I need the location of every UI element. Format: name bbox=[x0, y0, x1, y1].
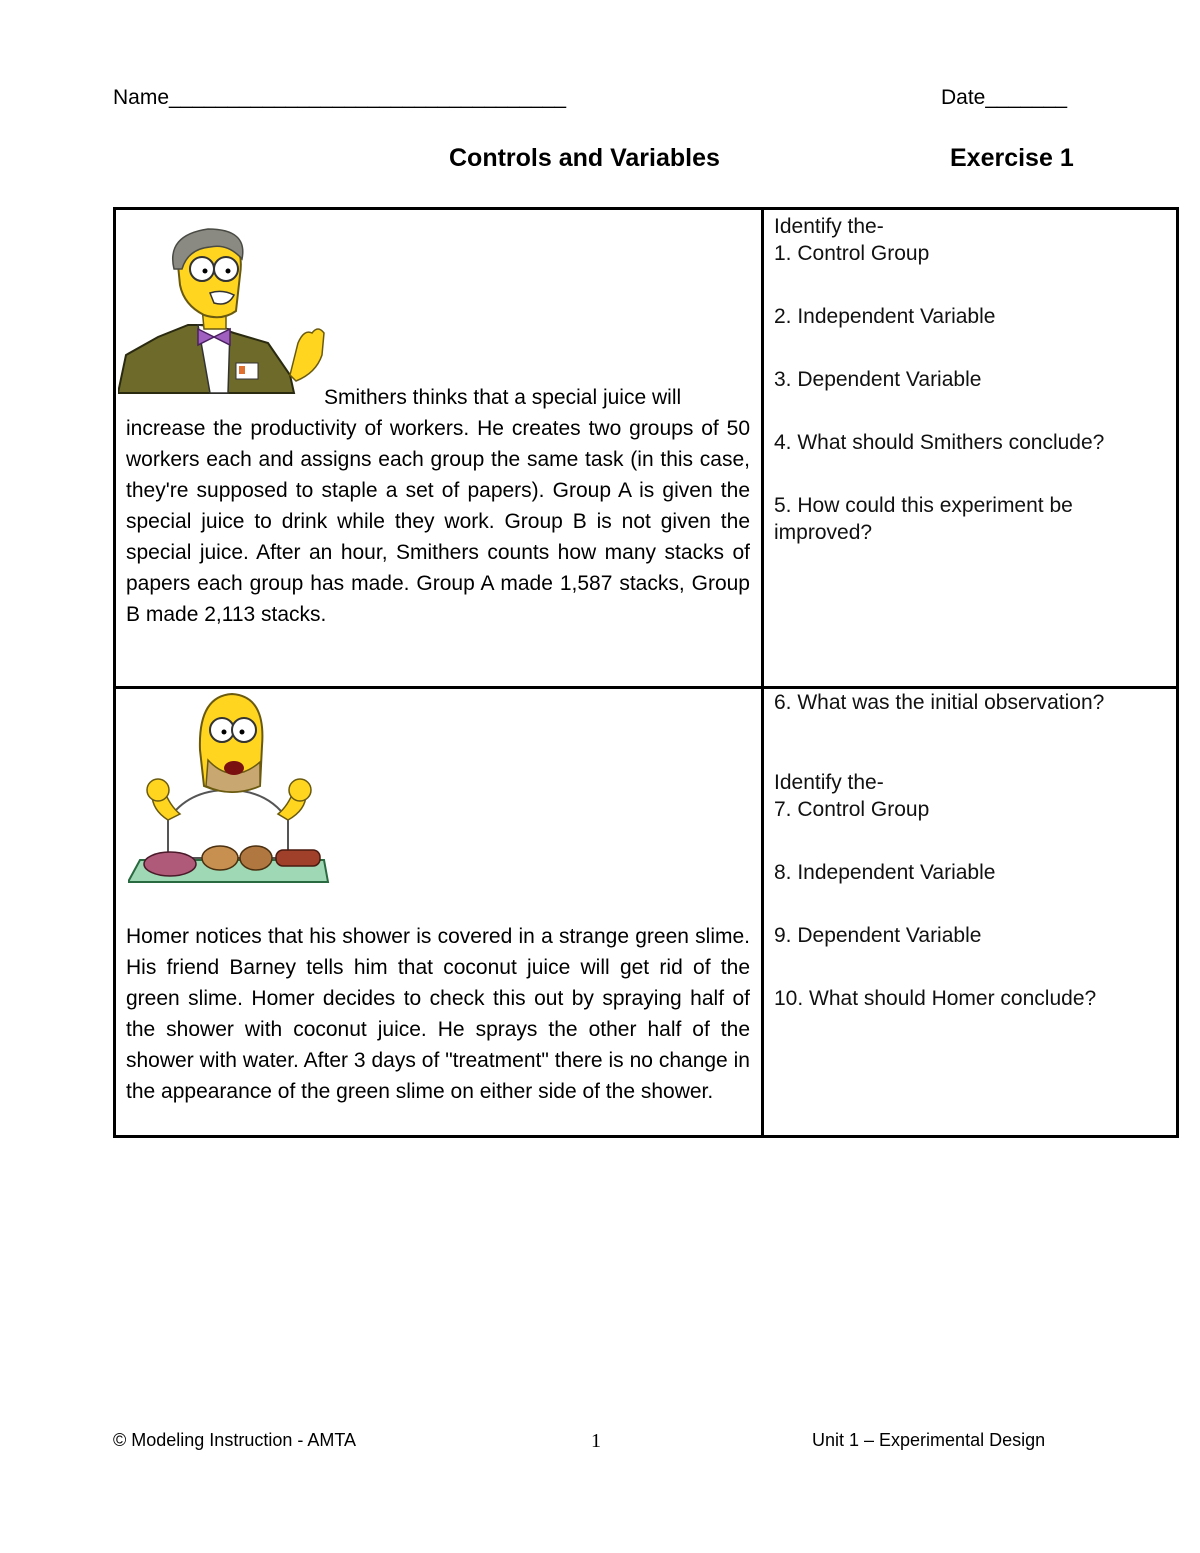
footer-copyright: © Modeling Instruction - AMTA bbox=[113, 1430, 357, 1450]
question-9: 9. Dependent Variable bbox=[774, 924, 982, 947]
date-field-label[interactable]: Date_______ bbox=[941, 86, 1068, 109]
exercise-label: Exercise 1 bbox=[950, 144, 1074, 172]
question-3: 3. Dependent Variable bbox=[774, 368, 982, 391]
question-4: 4. What should Smithers conclude? bbox=[774, 431, 1105, 454]
smithers-story bbox=[126, 382, 750, 630]
homer-story: Homer notices that his shower is covered in a strange green slime. His friend Barney tells him that coconut juice will get rid of the green slime. Homer decides to check this out by spraying half of the shower with coconut juice. He sprays the other half of the shower with water. After 3 days of "treatment" there is no change in the appearance of the green slime on either side of the shower. bbox=[126, 925, 750, 1103]
question-5: 5. How could this experiment be improved? bbox=[774, 494, 1073, 544]
footer-page-number: 1 bbox=[591, 1430, 601, 1452]
smithers-story-first-line: Smithers thinks that a special juice will bbox=[324, 386, 682, 409]
question-6: 6. What was the initial observation? bbox=[774, 691, 1105, 714]
question-10: 10. What should Homer conclude? bbox=[774, 987, 1097, 1010]
question-2: 2. Independent Variable bbox=[774, 305, 996, 328]
footer-unit-title: Unit 1 – Experimental Design bbox=[812, 1430, 1046, 1450]
question-8: 8. Independent Variable bbox=[774, 861, 996, 884]
identify-heading: Identify the- bbox=[774, 771, 884, 794]
name-field-label[interactable]: Name__________________________________ bbox=[113, 86, 567, 109]
smithers-questions bbox=[774, 213, 1174, 546]
smithers-story-body: increase the productivity of workers. He creates two groups of 50 workers each and assigns each group the same task (in this case, they're supposed to staple a set of papers). Group A is given the special juice to drink while they work. Group B is not given the special juice. After an hour, Smithers counts how many stacks of papers each group has made. Group A made 1,587 stacks, Group B made 2,113 stacks. bbox=[126, 417, 750, 626]
column-divider bbox=[761, 210, 764, 1135]
smithers-character-image bbox=[118, 225, 328, 395]
question-7: 7. Control Group bbox=[774, 798, 930, 821]
identify-heading: Identify the- bbox=[774, 215, 884, 238]
homer-questions bbox=[774, 689, 1174, 1012]
question-1: 1. Control Group bbox=[774, 242, 930, 265]
homer-character-image bbox=[128, 690, 333, 895]
worksheet-table bbox=[113, 207, 1179, 1138]
page-title: Controls and Variables bbox=[449, 144, 720, 172]
